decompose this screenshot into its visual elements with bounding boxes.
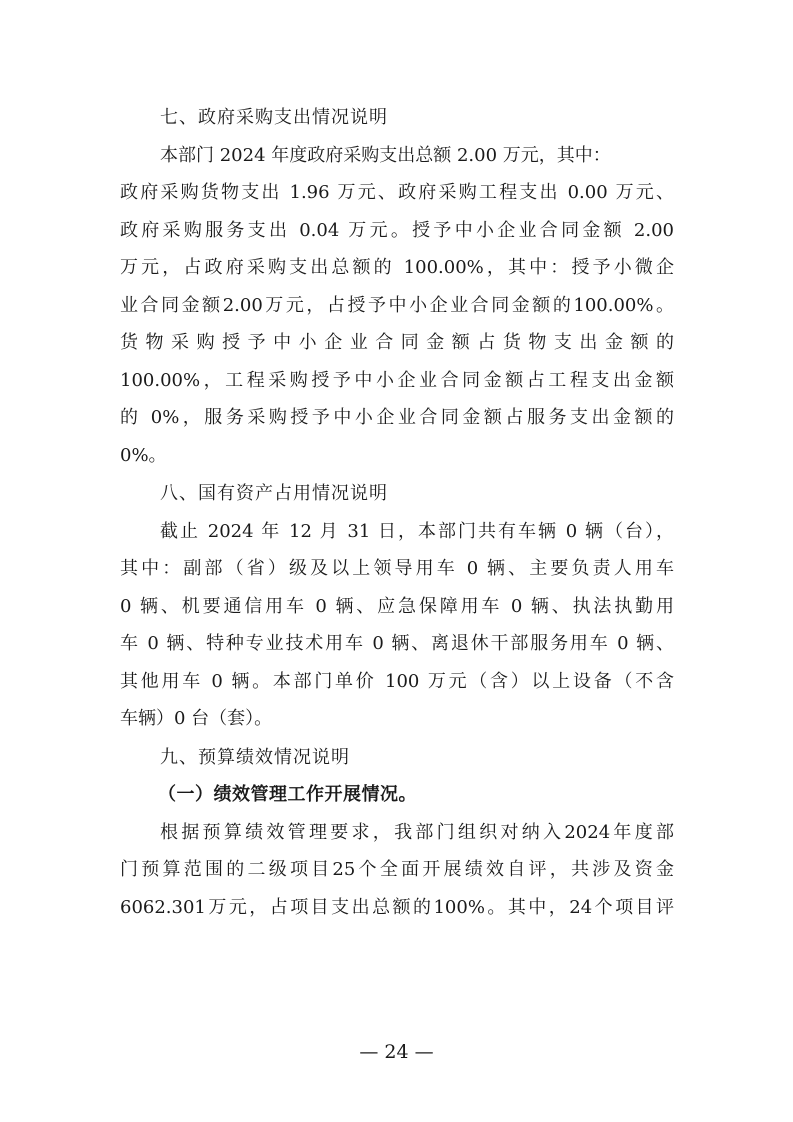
paragraph-line: 截止 2024 年 12 月 31 日，本部门共有车辆 0 辆（台）， <box>160 520 674 542</box>
paragraph-line: 100.00%，工程采购授予中小企业合同金额占工程支出金额 <box>120 369 674 391</box>
paragraph-line: 其他用车 0 辆。本部门单价 100 万元（含）以上设备（不含 <box>120 670 674 692</box>
paragraph-line: 的 0%，服务采购授予中小企业合同金额占服务支出金额的 <box>120 407 674 428</box>
paragraph-line: 0 辆、机要通信用车 0 辆、应急保障用车 0 辆、执法执勤用 <box>120 595 674 617</box>
paragraph-line: 6062.301万元，占项目支出总额的100%。其中，24个项目评 <box>120 896 674 918</box>
paragraph-line: 万元，占政府采购支出总额的 100.00%，其中：授予小微企 <box>120 257 674 278</box>
section-heading-government-procurement: 七、政府采购支出情况说明 <box>160 107 388 128</box>
paragraph-line: 本部门 2024 年度政府采购支出总额 2.00 万元，其中： <box>160 144 611 166</box>
paragraph-line: 政府采购服务支出 0.04 万元。授予中小企业合同金额 2.00 <box>120 219 674 241</box>
paragraph-line: 车 0 辆、特种专业技术用车 0 辆、离退休干部服务用车 0 辆、 <box>120 633 674 654</box>
paragraph-line: 货物采购授予中小企业合同金额占货物支出金额的 <box>120 332 674 353</box>
page-number: — 24 — <box>359 1041 434 1063</box>
paragraph-line: 车辆）0 台（套）。 <box>120 708 273 729</box>
paragraph-line: 政府采购货物支出 1.96 万元、政府采购工程支出 0.00 万元、 <box>120 182 674 203</box>
paragraph-line: 业合同金额2.00万元，占授予中小企业合同金额的100.00%。 <box>120 294 674 316</box>
paragraph-line: 门预算范围的二级项目25个全面开展绩效自评，共涉及资金 <box>120 859 674 880</box>
paragraph-line: 0%。 <box>120 444 167 466</box>
paragraph-line: 其中：副部（省）级及以上领导用车 0 辆、主要负责人用车 <box>120 558 674 579</box>
page-content <box>120 98 674 926</box>
subsection-heading-performance-management: （一）绩效管理工作开展情况。 <box>158 784 417 805</box>
section-heading-state-assets: 八、国有资产占用情况说明 <box>160 483 388 504</box>
section-heading-budget-performance: 九、预算绩效情况说明 <box>160 746 350 768</box>
paragraph-line: 根据预算绩效管理要求，我部门组织对纳入2024年度部 <box>160 821 674 843</box>
